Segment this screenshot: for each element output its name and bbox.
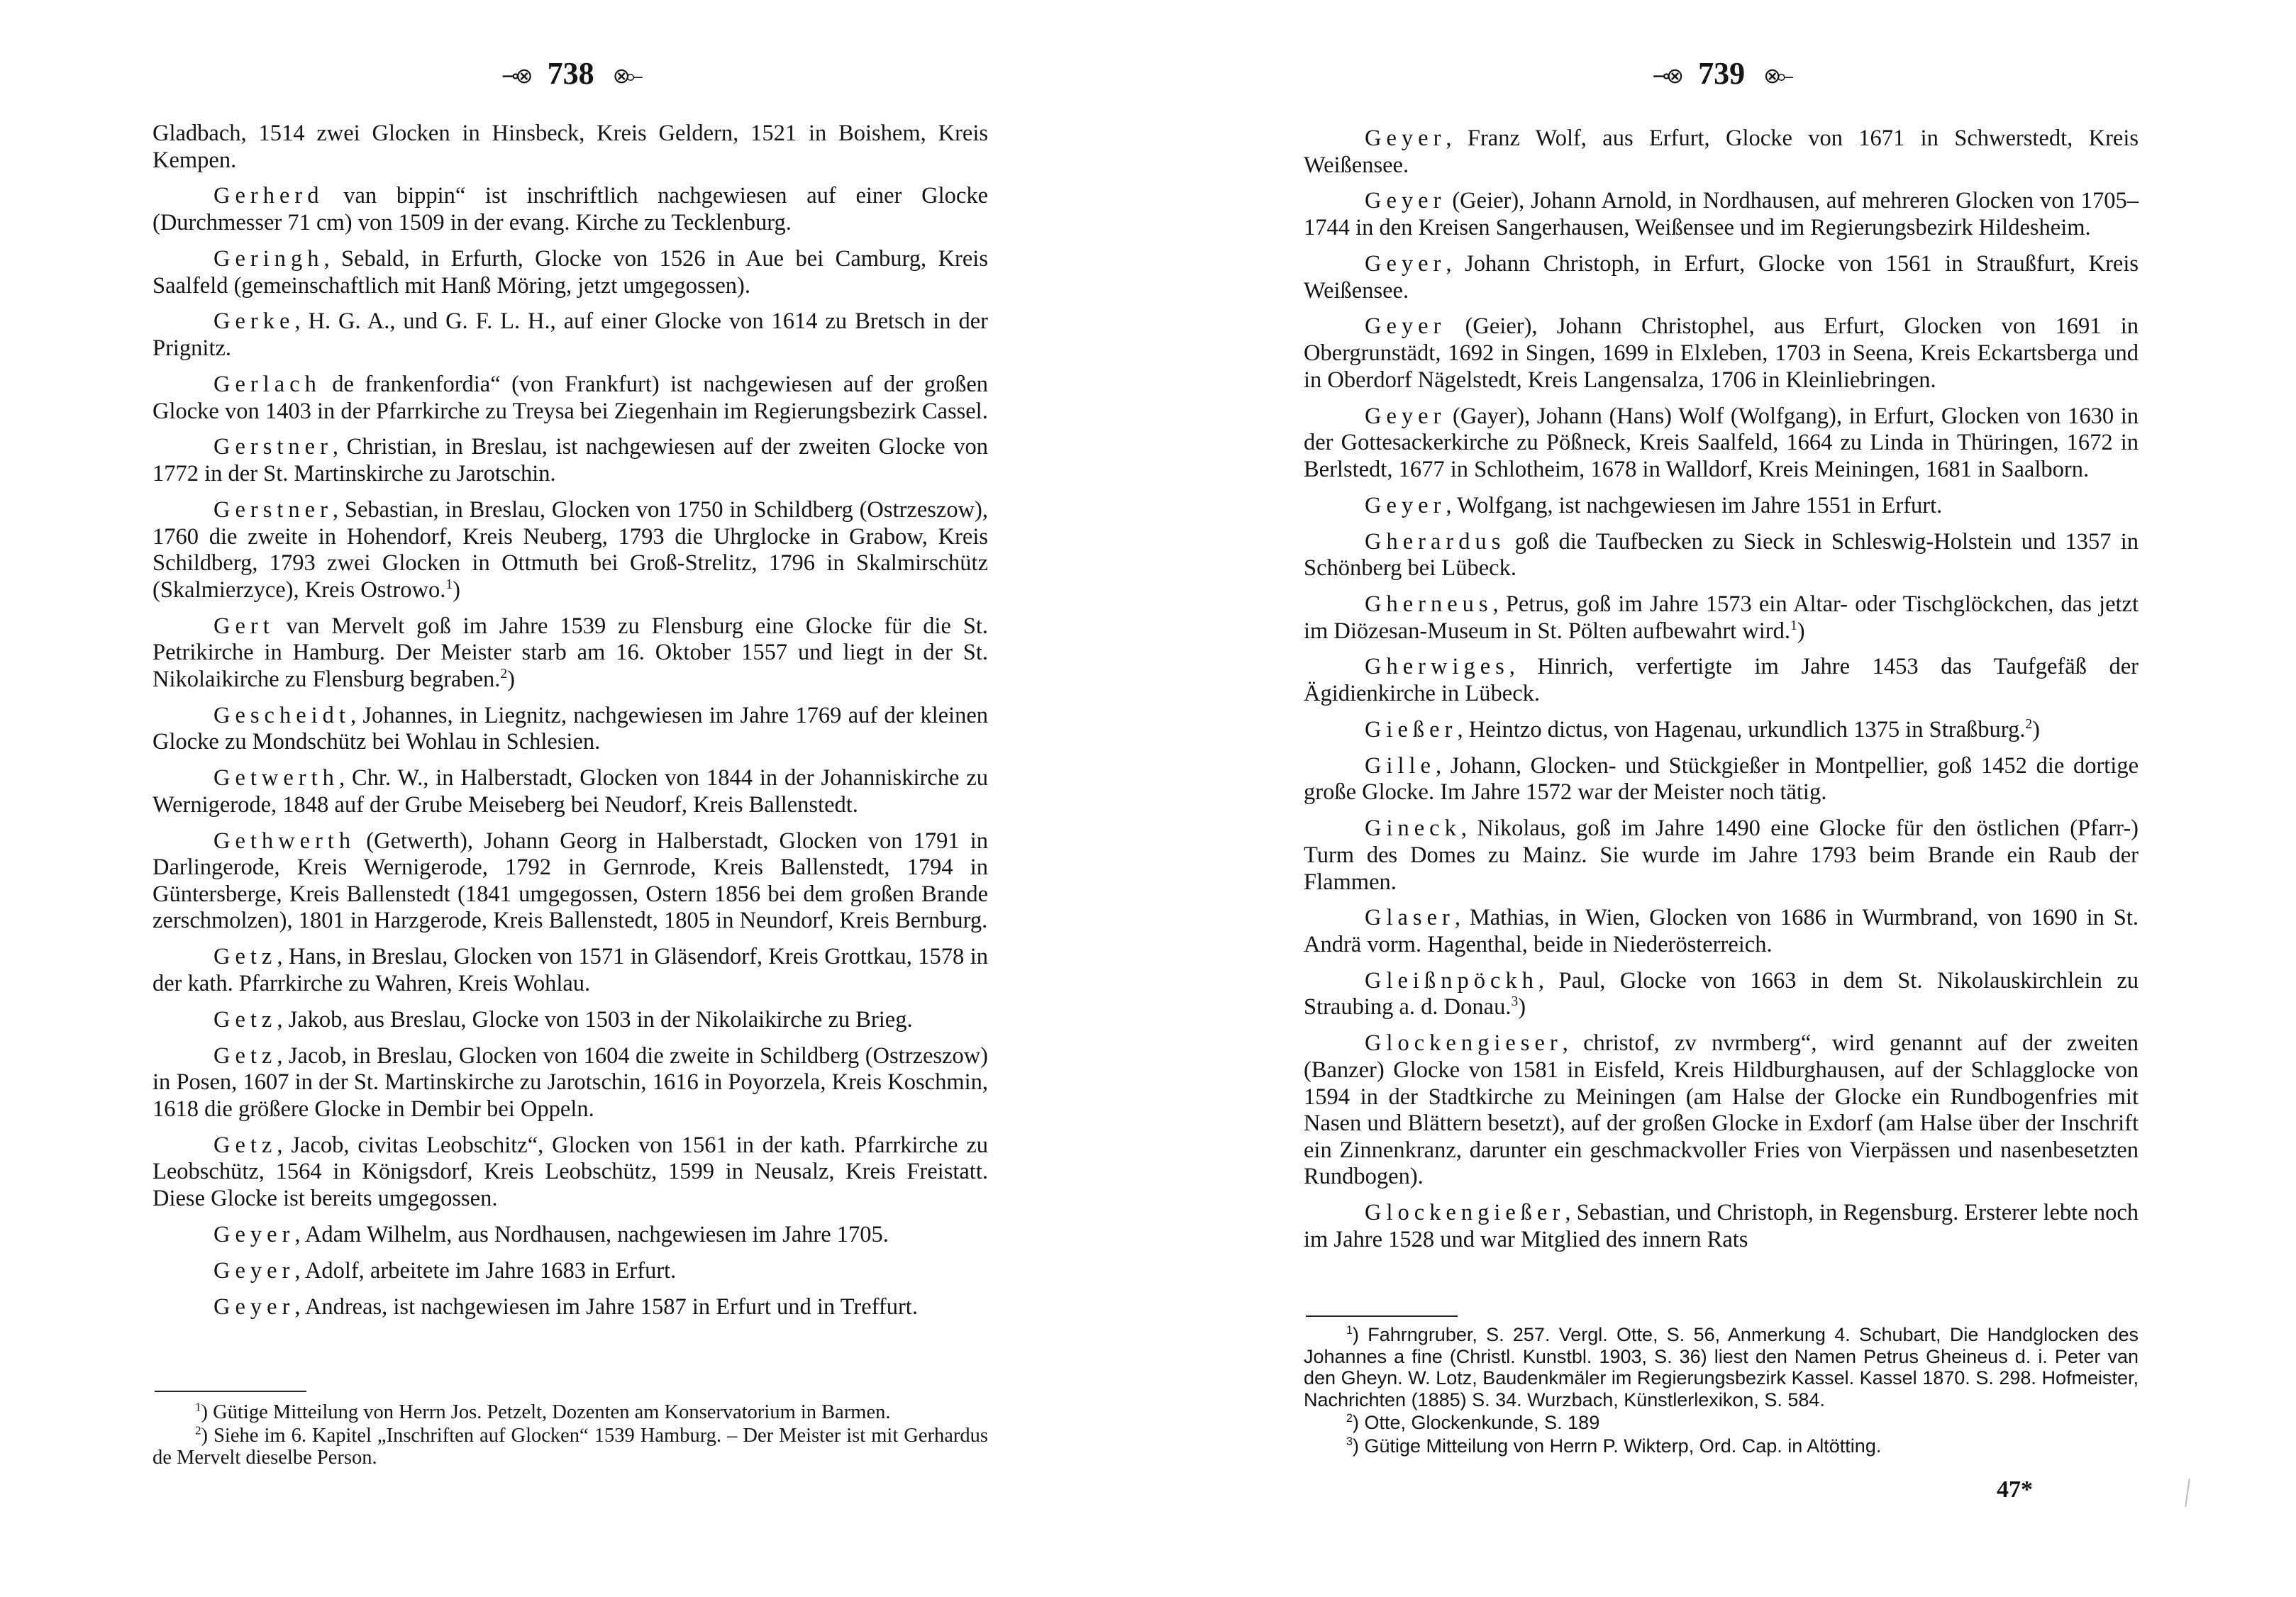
entry-paragraph: [152, 497, 988, 603]
footnote-ref-paren: ): [453, 577, 460, 603]
body-text: [1304, 126, 2139, 1263]
entry-paragraph: [1304, 717, 2139, 744]
entry-name: Gerstner: [213, 496, 333, 523]
ornament-right-icon: ⊗⟜: [612, 64, 639, 88]
entry-name: Gille: [1365, 752, 1436, 779]
entry-text: , Hinrich, verfertigte im Jahre 1453 das Taufgefäß der Ägidienkirche in Lübeck.: [1304, 654, 2139, 707]
entry-text: , Sebastian, und Christoph, in Regensburg. Ersterer lebte noch im Jahre 1528 und war Mitglied des innern Rats: [1304, 1200, 2139, 1252]
entry-paragraph: [152, 308, 988, 362]
ornament-left-icon: ⊸⊗: [501, 64, 529, 88]
entry-name: Glaser: [1365, 905, 1455, 931]
footnote: [152, 1401, 988, 1423]
entry-paragraph: [152, 944, 988, 997]
entry-name: Getwerth: [213, 765, 339, 791]
entry-text: , Paul, Glocke von 1663 in dem St. Nikolauskirchlein zu Straubing a. d. Donau.: [1304, 967, 2139, 1020]
scan-mark: [2185, 1479, 2190, 1507]
footnote-ref[interactable]: 3: [1511, 994, 1519, 1010]
ornament-left-icon: ⊸⊗: [1652, 64, 1680, 88]
entry-name: Geyer: [1365, 188, 1446, 214]
entry-paragraph: [152, 828, 988, 935]
entry-paragraph: [1304, 905, 2139, 958]
entry-text: , H. G. A., und G. F. L. H., auf einer Glocke von 1614 zu Bretsch in der Prignitz.: [152, 308, 988, 362]
page-number: 739: [1698, 56, 1746, 91]
entry-text: , Nikolaus, goß im Jahre 1490 eine Glocke für den östlichen (Pfarr-) Turm des Domes zu Mainz. Sie wurde im Jahre 1793 beim Brande ein Raub der Flammen.: [1304, 816, 2139, 895]
footnote-ref[interactable]: 2: [500, 666, 508, 681]
entry-name: Getz: [213, 1006, 277, 1033]
entry-text: , Hans, in Breslau, Glocken von 1571 in Gläsendorf, Kreis Grottkau, 1578 in der kath. Pfarrkirche zu Wahren, Kreis Wohlau.: [152, 944, 988, 996]
entry-paragraph: [152, 372, 988, 425]
entry-text: (Geier), Johann Christophel, aus Erfurt, Glocken von 1691 in Obergrunstädt, 1692 in Singen, 1699 in Elxleben, 1703 in Seena, Kreis Eckartsberga und in Oberdorf Nägelstedt, Kreis Langensalza, 1706 in Kleinliebringen.: [1304, 313, 2139, 393]
entry-name: Gherwiges: [1365, 654, 1509, 680]
page-number: 738: [547, 56, 594, 91]
entry-text: van bippin“ ist inschriftlich nachgewiesen auf einer Glocke (Durchmesser 71 cm) von 1509 in der evang. Kirche zu Tecklenburg.: [152, 183, 988, 236]
footnote-text: ) Fahrngruber, S. 257. Vergl. Otte, S. 56, Anmerkung 4. Schubart, Die Handglocken des Johannes a fine (Christl. Kunstbl. 1903, S. 36) liest den Namen Petrus Gheineus d. i. Peter van den Gheyn. W. Lotz, Baudenkmäler im Regierungsbezirk Kassel. Kassel 1870. S. 298. Hofmeister, Nachrichten (1885) S. 34. Wurzbach, Künstlerlexikon, S. 584.: [1304, 1324, 2139, 1410]
entry-name: Gineck: [1365, 816, 1461, 842]
entry-text: , Adolf, arbeitete im Jahre 1683 in Erfurt.: [294, 1257, 677, 1284]
signature-mark: 47*: [1997, 1476, 2033, 1503]
entry-text: , Heintzo dictus, von Hagenau, urkundlich 1375 in Straßburg.: [1457, 716, 2026, 742]
footnote: [152, 1425, 988, 1469]
entry-text: (Getwerth), Johann Georg in Halberstadt, Glocken von 1791 in Darlingerode, Kreis Wernigerode, 1792 in Gernrode, Kreis Ballenstedt, 1794 in Güntersberge, Kreis Ballenstedt (1841 umgegossen, Ostern 1856 bei dem großen Brande zerschmolzen), 1801 in Harzgerode, Kreis Ballenstedt, 1805 in Neundorf, Kreis Bernburg.: [152, 828, 988, 934]
footnote-ref[interactable]: 1: [1790, 618, 1797, 633]
footnote-ref-paren: ): [1518, 994, 1526, 1020]
entry-name: Geyer: [1365, 250, 1446, 277]
entry-name: Gleißnpöckh: [1365, 967, 1538, 994]
footnote-number: 2: [1346, 1412, 1353, 1425]
entry-paragraph: [152, 1222, 988, 1249]
entry-text: , christof, zv nvrmberg“, wird genannt auf der zweiten (Banzer) Glocke von 1581 in Eisfeld, Kreis Hildburghausen, auf der Schlagglocke von 1594 in der Stadtkirche zu Meiningen (am Halse der Glocke ein Rundbogenfries mit Nasen und Blättern besetzt), auf der großen Glocke in Exdorf (am Halse über der Inschrift ein Zinnenkranz, darunter ein geschmackvoller Fries von Vierpässen und nasenbesetzten Rundbogen).: [1304, 1030, 2139, 1190]
entry-paragraph: [1304, 313, 2139, 394]
entry-paragraph: [152, 1133, 988, 1213]
entry-name: Geyer: [213, 1293, 295, 1320]
footnote-separator: [1306, 1315, 1458, 1317]
entry-paragraph: [152, 246, 988, 299]
footnote-ref-paren: ): [1797, 618, 1805, 644]
entry-paragraph: [152, 613, 988, 694]
entry-text: , Jacob, civitas Leobschitz“, Glocken von 1561 in der kath. Pfarrkirche zu Leobschütz, 1564 in Königsdorf, Kreis Leobschütz, 1599 in Neusalz, Kreis Freistatt. Diese Glocke ist bereits umgegossen.: [152, 1132, 988, 1211]
footnote: [1304, 1324, 2139, 1410]
entry-text: goß die Taufbecken zu Sieck in Schleswig-Holstein und 1357 in Schönberg bei Lübeck.: [1304, 528, 2139, 582]
entry-paragraph: [1304, 188, 2139, 241]
entry-paragraph: [1304, 591, 2139, 645]
footnote-number: 1: [1346, 1324, 1353, 1337]
entry-name: Glockengieser: [1365, 1030, 1563, 1057]
entry-name: Gerlach: [213, 371, 321, 397]
footnote-ref[interactable]: 2: [2025, 717, 2033, 733]
entry-paragraph: [152, 434, 988, 487]
footnotes: [1304, 1324, 2139, 1458]
entry-text: , Christian, in Breslau, ist nachgewiesen auf der zweiten Glocke von 1772 in der St. Martinskirche zu Jarotschin.: [152, 434, 988, 487]
entry-paragraph: [152, 1007, 988, 1034]
entry-paragraph: [152, 1294, 988, 1321]
entry-name: Gerstner: [213, 434, 333, 460]
entry-paragraph: [1304, 753, 2139, 806]
entry-paragraph: [152, 1258, 988, 1285]
entry-text: de frankenfordia“ (von Frankfurt) ist nachgewiesen auf der großen Glocke von 1403 in der Pfarrkirche zu Treysa bei Ziegenhain im Regierungsbezirk Cassel.: [152, 371, 988, 424]
footnote-text: ) Otte, Glockenkunde, S. 189: [1353, 1412, 1600, 1433]
entry-name: Gherneus: [1365, 591, 1493, 617]
left-page: [152, 0, 988, 1597]
entry-name: Glockengießer: [1365, 1200, 1565, 1226]
entry-text: , Chr. W., in Halberstadt, Glocken von 1844 in der Johanniskirche zu Wernigerode, 1848 auf der Grube Meiseberg bei Neudorf, Kreis Ballenstedt.: [152, 765, 988, 818]
entry-text: , Johann, Glocken- und Stückgießer in Montpellier, goß 1452 die dortige große Glocke. Im Jahre 1572 war der Meister noch tätig.: [1304, 752, 2139, 806]
entry-paragraph: [152, 183, 988, 236]
entry-paragraph: [1304, 404, 2139, 484]
entry-name: Gerherd: [213, 183, 324, 209]
entry-text: , Jakob, aus Breslau, Glocke von 1503 in der Nikolaikirche zu Brieg.: [277, 1006, 913, 1033]
entry-paragraph: [1304, 251, 2139, 304]
footnote: [1304, 1412, 2139, 1434]
entry-paragraph: [1304, 1030, 2139, 1191]
footnote-ref-paren: ): [2032, 716, 2040, 742]
entry-paragraph: [1304, 126, 2139, 179]
entry-paragraph: [1304, 968, 2139, 1021]
entry-name: Gießer: [1365, 716, 1458, 742]
entry-name: Gescheidt: [213, 702, 350, 728]
entry-text: (Geier), Johann Arnold, in Nordhausen, auf mehreren Glocken von 1705–1744 in den Kreisen Sangerhausen, Weißensee und im Regierungsbezirk Hildesheim.: [1304, 188, 2139, 241]
entry-paragraph: [152, 1043, 988, 1123]
entry-name: Geyer: [1365, 492, 1446, 518]
entry-name: Geyer: [213, 1257, 295, 1284]
body-text: [152, 121, 988, 1330]
entry-text: , Franz Wolf, aus Erfurt, Glocke von 1671 in Schwerstedt, Kreis Weißensee.: [1304, 126, 2139, 178]
entry-text: , Sebastian, in Breslau, Glocken von 1750 in Schildberg (Ostrzeszow), 1760 die zweite in Hohendorf, Kreis Neuberg, 1793 die Uhrglocke in Grabow, Kreis Schildberg, 1793 zwei Glocken in Ottmuth bei Groß-Strelitz, 1796 in Skalmirschütz (Skalmierzyce), Kreis Ostrowo.: [152, 496, 988, 603]
right-page: [1304, 0, 2139, 1597]
footnote-ref[interactable]: 1: [445, 577, 453, 592]
entry-text: , Petrus, goß im Jahre 1573 ein Altar- oder Tischglöckchen, das jetzt im Diözesan-Museum in St. Pölten aufbewahrt wird.: [1304, 591, 2139, 644]
entry-name: Geyer: [1365, 126, 1446, 151]
entry-name: Gert: [213, 613, 274, 639]
entry-name: Gherardus: [1365, 528, 1506, 555]
entry-paragraph: [152, 765, 988, 818]
entry-text: van Mervelt goß im Jahre 1539 zu Flensburg eine Glocke für die St. Petrikirche in Hamburg. Der Meister starb am 16. Oktober 1557 und liegt in der St. Nikolaikirche zu Flensburg begraben.: [152, 613, 988, 692]
entry-text: , Jacob, in Breslau, Glocken von 1604 die zweite in Schildberg (Ostrzeszow) in Posen, 1607 in der St. Martinskirche zu Jarotschin, 1616 in Poyorzela, Kreis Koschmin, 1618 die größere Glocke in Dembir bei Oppeln.: [152, 1042, 988, 1122]
footnote-text: ) Gütige Mitteilung von Herrn P. Wikterp, Ord. Cap. in Altötting.: [1353, 1435, 1882, 1457]
footnote-ref-paren: ): [507, 666, 515, 692]
entry-text: , Andreas, ist nachgewiesen im Jahre 1587 in Erfurt und in Treffurt.: [294, 1293, 918, 1320]
entry-name: Geyer: [1365, 403, 1446, 429]
entry-name: Getz: [213, 1132, 277, 1158]
entry-text: , Johann Christoph, in Erfurt, Glocke von 1561 in Straußfurt, Kreis Weißensee.: [1304, 250, 2139, 304]
entry-name: Gethwerth: [213, 828, 356, 854]
entry-paragraph: [152, 703, 988, 756]
entry-text: (Gayer), Johann (Hans) Wolf (Wolfgang), in Erfurt, Glocken von 1630 in der Gottesackerkirche zu Pößneck, Kreis Saalfeld, 1664 zu Linda in Thüringen, 1672 in Berlstedt, 1677 in Schlotheim, 1678 in Walldorf, Kreis Meiningen, 1681 in Saalborn.: [1304, 403, 2139, 482]
entry-paragraph: [152, 121, 988, 174]
entry-name: Gerke: [213, 308, 295, 335]
footnote-text: ) Siehe im 6. Kapitel „Inschriften auf Glocken“ 1539 Hamburg. – Der Meister ist mit Gerhardus de Mervelt dieselbe Person.: [152, 1425, 988, 1469]
footnote: [1304, 1435, 2139, 1457]
entry-name: Getz: [213, 944, 277, 970]
entry-name: Geringh: [213, 245, 324, 272]
entry-name: Geyer: [1365, 313, 1446, 340]
entry-text: , Adam Wilhelm, aus Nordhausen, nachgewiesen im Jahre 1705.: [294, 1221, 889, 1247]
footnotes: [152, 1401, 988, 1471]
entry-text: , Mathias, in Wien, Glocken von 1686 in Wurmbrand, von 1690 in St. Andrä vorm. Hagenthal, beide in Niederösterreich.: [1304, 905, 2139, 957]
footnote-separator: [155, 1391, 306, 1392]
footnote-number: 3: [1346, 1435, 1353, 1448]
entry-text: , Johannes, in Liegnitz, nachgewiesen im Jahre 1769 auf der kleinen Glocke zu Mondschütz bei Wohlau in Schlesien.: [152, 702, 988, 755]
entry-paragraph: [1304, 816, 2139, 896]
ornament-right-icon: ⊗⟜: [1763, 64, 1790, 88]
entry-paragraph: [1304, 1200, 2139, 1253]
page-number-header: [152, 55, 988, 95]
page-number-header: [1304, 55, 2139, 95]
entry-text: Gladbach, 1514 zwei Glocken in Hinsbeck, Kreis Geldern, 1521 in Boishem, Kreis Kempen.: [152, 121, 988, 173]
entry-name: Geyer: [213, 1221, 295, 1247]
footnote-number: 1: [195, 1400, 201, 1414]
entry-text: , Sebald, in Erfurth, Glocke von 1526 in Aue bei Camburg, Kreis Saalfeld (gemeinschaftlich mit Hanß Möring, jetzt umgegossen).: [152, 245, 988, 299]
entry-text: , Wolfgang, ist nachgewiesen im Jahre 1551 in Erfurt.: [1446, 492, 1943, 518]
footnote-number: 2: [195, 1423, 201, 1437]
entry-name: Getz: [213, 1042, 277, 1069]
entry-paragraph: [1304, 654, 2139, 707]
entry-paragraph: [1304, 493, 2139, 520]
footnote-text: ) Gütige Mitteilung von Herrn Jos. Petzelt, Dozenten am Konservatorium in Barmen.: [201, 1401, 891, 1423]
entry-paragraph: [1304, 529, 2139, 582]
